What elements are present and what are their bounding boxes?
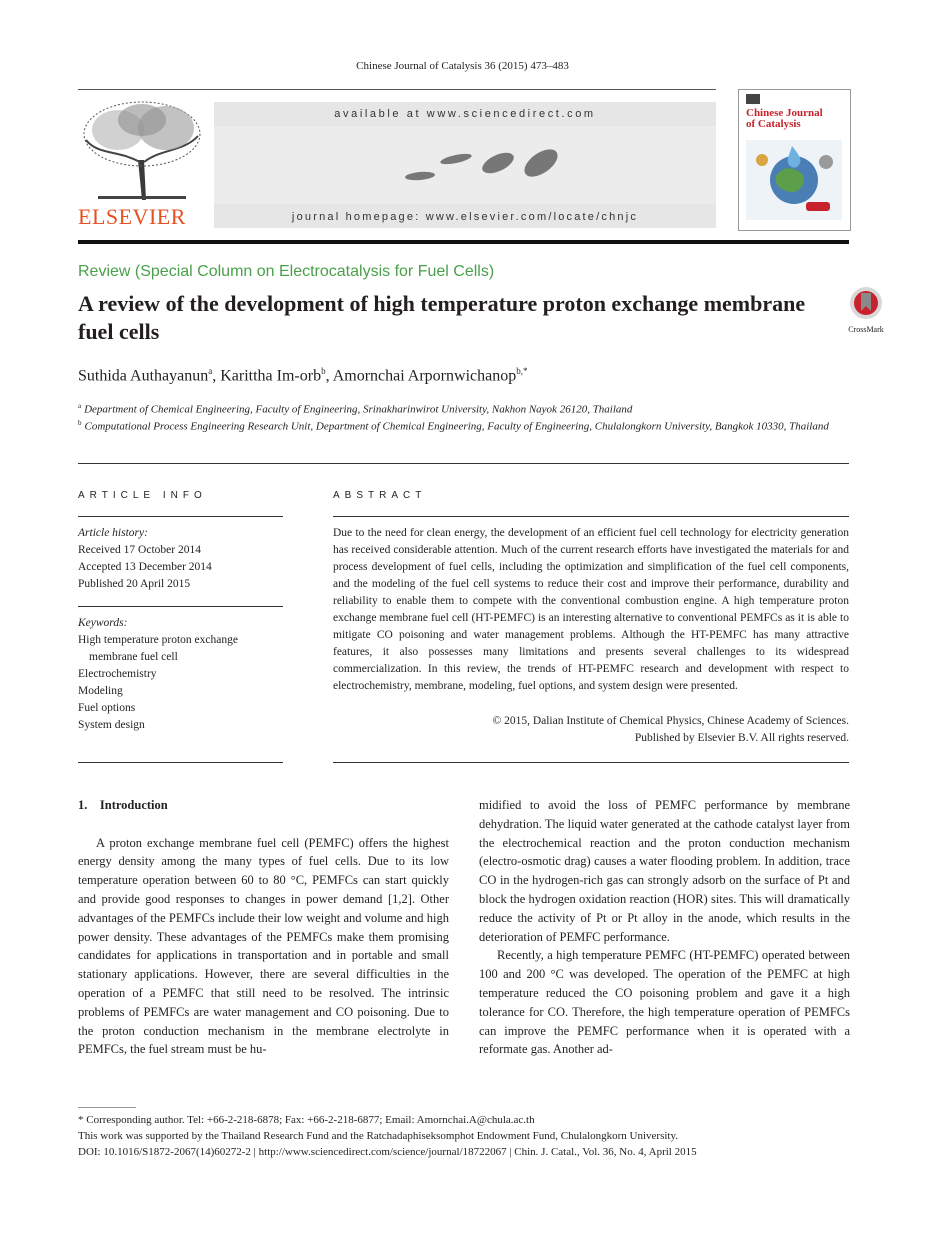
abstract-rule [333, 516, 849, 517]
abstract-bottom-rule [333, 762, 849, 763]
body-right-column [479, 796, 850, 1059]
keyword-item: Fuel options [78, 702, 136, 714]
received-date: Received 17 October 2014 [78, 544, 201, 556]
journal-homepage-text: journal homepage: www.elsevier.com/locate/chnjc [214, 204, 716, 228]
cover-logo-icon [746, 94, 760, 104]
running-head: Chinese Journal of Catalysis 36 (2015) 473–483 [356, 60, 569, 72]
affiliation-rule [78, 463, 849, 464]
keyword-item: High temperature proton exchange membrane fuel cell [78, 634, 238, 663]
body-paragraph: midified to avoid the loss of PEMFC performance by membrane dehydration. The liquid water generated at the cathode catalyst layer from the electrochemical reaction and the proton conduction mechanism (electro-osmotic drag) causes a water flooding problem. In addition, trace CO in the hydrogen-rich gas can strongly adsorb on the surface of Pt and block the hydrogen oxidation reaction (HOR) sites. This will dramatically reduce the activity of Pt or Pt alloy in the anode, which results in the deterioration of PEMFC performance. [479, 798, 850, 944]
elsevier-wordmark: ELSEVIER [78, 204, 186, 229]
published-date: Published 20 April 2015 [78, 578, 191, 590]
author-list [78, 366, 527, 385]
article-title: A review of the development of high temperature proton exchange membrane fuel cells [78, 291, 806, 344]
accepted-date: Accepted 13 December 2014 [78, 561, 212, 573]
affiliation-text: Department of Chemical Engineering, Faculty of Engineering, Srinakharinwirot University, Nakhon Nayok 26120, Thailand [84, 403, 633, 416]
article-history [78, 525, 283, 593]
article-info-bottom-rule [78, 762, 283, 763]
affiliation-text: Computational Process Engineering Research Unit, Department of Chemical Engineering, Faculty of Engineering, Chulalongkorn University, Bangkok 10330, Thailand [84, 420, 829, 433]
sciencedirect-swoosh [214, 126, 716, 204]
body-paragraph: Recently, a high temperature PEMFC (HT-PEMFC) operated between 100 and 200 °C was developed. The operation of the PEMFC at high temperature reduced the CO poisoning problem and gave it a high tolerance for CO. Therefore, the high temperature operation of PEMFCs can improve the PEMFC performance when it is operated with a reformate gas. Another ad- [479, 948, 850, 1057]
heading-spacer [78, 815, 449, 834]
affiliation-mark: b [78, 419, 82, 427]
footnote-rule [78, 1107, 136, 1108]
masthead-rule [78, 240, 849, 244]
crossmark-label: CrossMark [848, 325, 884, 334]
doi-line[interactable]: DOI: 10.1016/S1872-2067(14)60272-2 | http://www.sciencedirect.com/science/journal/18722067 | Chin. J. Catal., Vol. 36, No. 4, April 2015 [78, 1146, 697, 1158]
author-affiliation-mark: b,* [516, 366, 528, 376]
sciencedirect-leaves-icon [214, 126, 716, 204]
cover-title-line2: of Catalysis [746, 118, 801, 130]
article-type-label: Review (Special Column on Electrocatalysis for Fuel Cells) [78, 263, 495, 280]
funding-note: This work was supported by the Thailand Research Fund and the Ratchadaphiseksomphot Endowment Fund, Chulalongkorn University. [78, 1130, 679, 1142]
publisher-line: Published by Elsevier B.V. All rights reserved. [634, 732, 849, 744]
author-name[interactable]: Karittha Im-orb [220, 367, 322, 385]
keywords-rule [78, 606, 283, 607]
available-at-text: available at www.sciencedirect.com [214, 102, 716, 126]
header-rule [78, 89, 716, 90]
keywords-block [78, 615, 283, 734]
abstract-heading: ABSTRACT [333, 490, 427, 501]
keyword-item: Electrochemistry [78, 668, 157, 680]
article-info-rule [78, 516, 283, 517]
keyword-item: Modeling [78, 685, 123, 697]
author-affiliation-mark: a [208, 366, 213, 376]
cover-title-line1: Chinese Journal [746, 107, 823, 119]
author-affiliation-mark: b [321, 366, 326, 376]
author-separator: , [212, 367, 221, 385]
affiliation-b [78, 415, 849, 436]
crossmark-icon [846, 286, 886, 320]
affiliation-mark: a [78, 402, 82, 410]
cover-title [746, 108, 823, 130]
crossmark-badge[interactable] [846, 286, 886, 334]
elsevier-tree-icon [78, 100, 206, 204]
elsevier-logo [78, 100, 206, 230]
history-label: Article history: [78, 527, 148, 539]
keyword-item: System design [78, 719, 145, 731]
abstract-text: Due to the need for clean energy, the development of an efficient fuel cell technology for electricity generation has received considerable attention. Much of the current research efforts have investigated the materials for and process development of fuel cells, including the optimization and simplification of the fuel cell components, and the modeling of the fuel cell systems to reduce their cost and improve their performance, durability and reliability to enable them to compete with the conventional combustion engine. A high temperature proton exchange membrane fuel cell (HT-PEMFC) is an interesting alternative to conventional PEMFCs as it is able to mitigate CO poisoning and water management problems. Although the HT-PEMFC has many attractive features, it also possesses many limitations and presents several challenges to its widespread commercialization. In this review, the trends of HT-PEMFC research and development with respect to electrochemistry, membrane, modeling, fuel options, and system design were presented. [333, 527, 849, 692]
body-left-column [78, 796, 449, 1059]
author-name[interactable]: Amornchai Arpornwichanop [332, 367, 517, 385]
section-heading: 1. Introduction [78, 798, 168, 812]
corresponding-author-note: * Corresponding author. Tel: +66-2-218-6878; Fax: +66-2-218-6877; Email: Amornchai.A@chula.ac.th [78, 1114, 535, 1126]
author-name[interactable]: Suthida Authayanun [78, 367, 209, 385]
journal-cover [738, 89, 851, 231]
keywords-label: Keywords: [78, 617, 128, 629]
body-paragraph: A proton exchange membrane fuel cell (PEMFC) offers the highest energy density among the many types of fuel cells. Due to its low temperature operation between 60 to 80 °C, PEMFCs can start quickly and provide good responses to changes in power demand [1,2]. Other advantages of the PEMFCs include their low weight and volume and high power density. These advantages of the PEMFCs make them promising candidates for applications in transportation and in portable and small stationary applications. However, there are several difficulties in the operation of a PEMFC that still need to be resolved. The intrinsic problems of PEMFCs are water management and CO poisoning. Due to the proton conduction mechanism in the membrane electrolyte in PEMFCs, the fuel stream must be hu- [78, 835, 449, 1057]
cover-artwork-icon [746, 140, 842, 220]
copyright-line: © 2015, Dalian Institute of Chemical Physics, Chinese Academy of Sciences. [492, 715, 849, 727]
sciencedirect-banner [214, 102, 716, 228]
author-separator: , [325, 367, 333, 385]
article-info-heading: ARTICLE INFO [78, 490, 207, 501]
